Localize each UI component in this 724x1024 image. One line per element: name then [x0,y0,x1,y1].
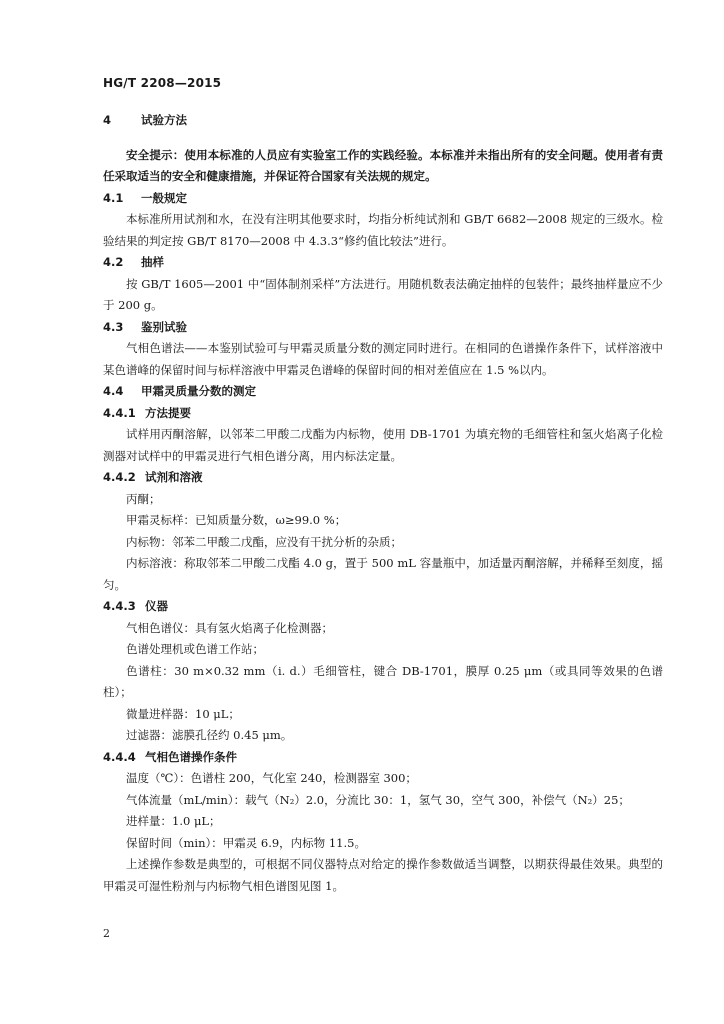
section-4-4-4-heading [103,747,663,769]
section-title: 抽样 [141,255,164,269]
section-4-4-2-heading [103,467,663,489]
section-number: 4.4.1 [103,405,136,420]
standard-number: HG/T 2208—2015 [103,76,222,90]
condition-item: 保留时间（min）：甲霜灵 6.9，内标物 11.5。 [126,835,366,850]
instrument-item: 过滤器：滤膜孔径约 0.45 μm。 [126,728,293,742]
column-spec: 色谱柱：30 m×0.32 mm（i. d.）毛细管柱，键合 DB-1701，膜厚 0.25 μm（或具同等效果的色谱柱）； [103,663,663,699]
section-4-1-heading [103,188,663,210]
page-number: 2 [103,927,110,940]
section-number: 4.4 [103,384,124,398]
instrument-item: 色谱处理机或色谱工作站； [126,642,264,656]
method-summary-text: 试样用丙酮溶解，以邻苯二甲酸二戊酯为内标物，使用 DB-1701 为填充物的毛细管柱和氢火焰离子化检测器对试样中的甲霜灵进行气相色谱分离，用内标法定量。 [103,427,663,463]
reagent-item: 内标物：邻苯二甲酸二戊酯，应没有干扰分析的杂质； [126,534,402,549]
section-4-4-heading [103,381,663,403]
condition-item: 温度（℃）：色谱柱 200，气化室 240，检测器室 300； [126,771,417,785]
identification-text: 气相色谱法——本鉴别试验可与甲霜灵质量分数的测定同时进行。在相同的色谱操作条件下，试样溶液中某色谱峰的保留时间与标样溶液中甲霜灵色谱峰的保留时间的相对差值应在 1.5 %以内。 [103,341,663,377]
section-number: 4.2 [103,255,124,269]
safety-notice: 安全提示：使用本标准的人员应有实验室工作的实践经验。本标准并未指出所有的安全问题。使用者有责任采取适当的安全和健康措施，并保证符合国家有关法规的规定。 [103,147,663,183]
section-number: 4.4.4 [103,749,136,764]
section-4-4-3-heading [103,596,663,618]
section-4-2-heading [103,252,663,274]
sampling-text: 按 GB/T 1605—2001 中“固体制剂采样”方法进行。用随机数表法确定抽样的包装件；最终抽样量应不少于 200 g。 [103,276,663,312]
section-number: 4.3 [103,319,124,334]
instrument-item: 气相色谱仪：具有氢火焰离子化检测器； [126,620,333,635]
section-title: 试验方法 [141,113,187,127]
section-4-3-heading [103,317,663,339]
section-title: 试剂和溶液 [145,470,203,484]
section-number: 4.4.2 [103,470,136,484]
section-title: 方法提要 [145,405,191,420]
section-number: 4.1 [103,190,124,205]
section-4-4-1-heading [103,403,663,425]
document-body [103,110,663,897]
section-title: 仪器 [145,599,168,613]
reagent-item: 丙酮； [126,491,161,506]
general-rules-text: 本标准所用试剂和水，在没有注明其他要求时，均指分析纯试剂和 GB/T 6682—2008 规定的三级水。检验结果的判定按 GB/T 8170—2008 中 4.3.3“修约值比较法”进行。 [103,212,663,248]
section-title: 气相色谱操作条件 [145,749,237,764]
section-title: 鉴别试验 [141,319,187,334]
section-number: 4.4.3 [103,599,136,613]
operating-note: 上述操作参数是典型的，可根据不同仪器特点对给定的操作参数做适当调整，以期获得最佳效果。典型的甲霜灵可湿性粉剂与内标物气相色谱图见图 1。 [103,857,663,893]
section-title: 一般规定 [141,190,187,205]
section-title: 甲霜灵质量分数的测定 [141,384,256,398]
reagent-item: 甲霜灵标样：已知质量分数，ω≥99.0 %； [126,513,347,527]
internal-standard-solution: 内标溶液：称取邻苯二甲酸二戊酯 4.0 g，置于 500 mL 容量瓶中，加适量丙酮溶解，并稀释至刻度，摇匀。 [103,556,663,592]
section-4-heading [103,110,663,132]
condition-item: 气体流量（mL/min）：载气（N₂）2.0，分流比 30：1，氢气 30，空气 300，补偿气（N₂）25； [126,792,630,807]
condition-item: 进样量：1.0 μL； [126,814,221,828]
section-number: 4 [103,113,112,127]
instrument-item: 微量进样器：10 μL； [126,706,240,721]
